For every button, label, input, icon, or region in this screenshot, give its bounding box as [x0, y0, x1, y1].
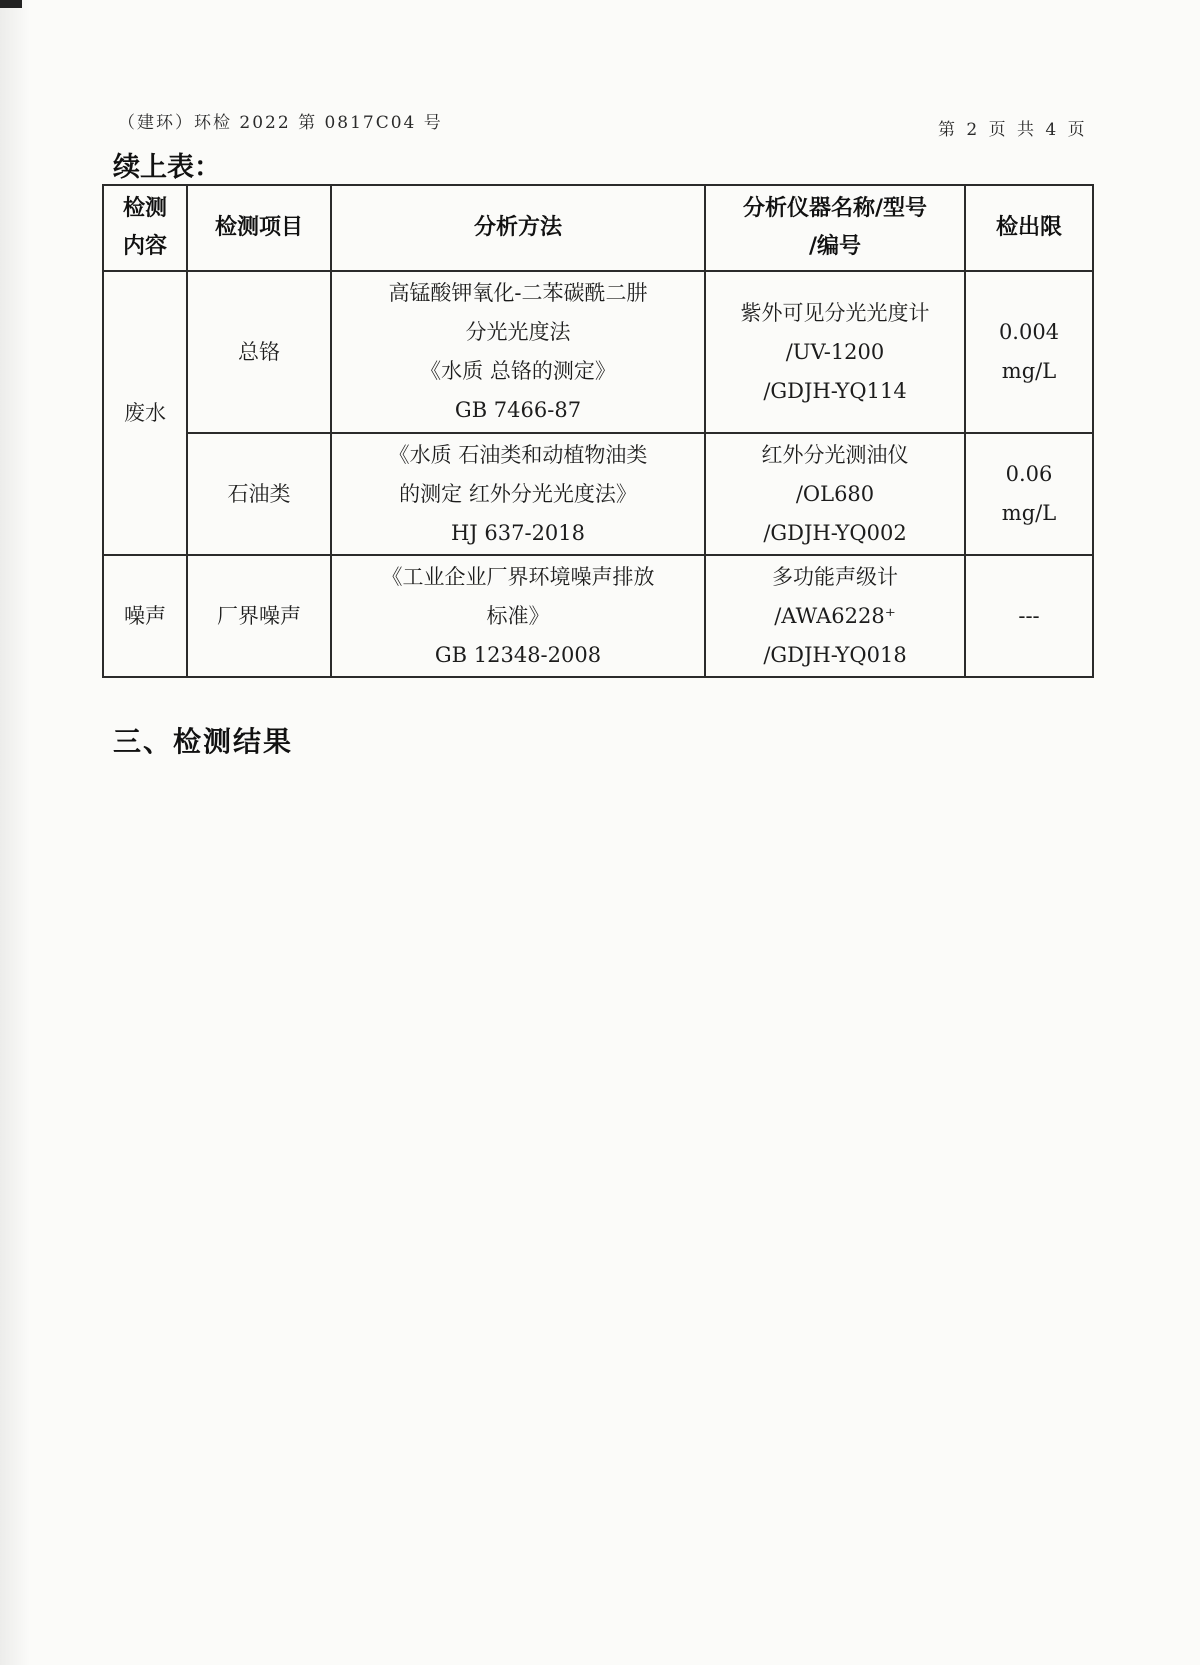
- header-instrument-line2: /编号: [808, 234, 862, 259]
- method-line: 《水质 石油类和动植物油类: [388, 442, 648, 467]
- content-cell: 噪声: [103, 555, 187, 677]
- instrument-cell: [705, 271, 965, 433]
- limit-cell: [965, 271, 1093, 433]
- method-cell: [331, 271, 705, 433]
- continue-label: 续上表：: [113, 152, 221, 183]
- instrument-line: 多功能声级计: [772, 564, 898, 589]
- report-number: （建环）环检 2022 第 0817C04 号: [118, 113, 443, 133]
- scan-corner-mark: [0, 0, 22, 8]
- instrument-cell: [705, 433, 965, 555]
- limit-line: 0.004: [998, 320, 1060, 344]
- limit-line: 0.06: [1005, 462, 1053, 486]
- limit-line: ---: [1018, 603, 1040, 628]
- instrument-line: 紫外可见分光光度计: [740, 300, 930, 325]
- table-row: [103, 433, 1093, 555]
- header-instrument: [705, 185, 965, 271]
- header-content: [103, 185, 187, 271]
- method-line: 《水质 总铬的测定》: [420, 359, 616, 383]
- header-item: 检测项目: [187, 185, 331, 271]
- limit-cell: [965, 433, 1093, 555]
- method-line: 分光光度法: [465, 320, 571, 344]
- instrument-line: /GDJH-YQ018: [763, 642, 907, 667]
- limit-line: mg/L: [1001, 359, 1057, 383]
- analysis-method-table: [102, 184, 1094, 678]
- instrument-line: /AWA6228⁺: [774, 603, 896, 628]
- method-cell: [331, 555, 705, 677]
- limit-line: mg/L: [1001, 501, 1057, 525]
- method-line: 标准》: [486, 603, 550, 628]
- instrument-line: /GDJH-YQ002: [763, 520, 907, 545]
- method-cell: [331, 433, 705, 555]
- content-cell: 废水: [103, 271, 187, 555]
- instrument-line: /UV-1200: [785, 339, 885, 364]
- table-header-row: [103, 185, 1093, 271]
- header-method: 分析方法: [331, 185, 705, 271]
- header-instrument-line1: 分析仪器名称/型号: [742, 196, 928, 221]
- table-row: [103, 555, 1093, 677]
- limit-cell: [965, 555, 1093, 677]
- header-content-line2: 内容: [122, 234, 167, 259]
- method-line: 《工业企业厂界环境噪声排放: [381, 564, 655, 589]
- method-line: 的测定 红外分光光度法》: [399, 481, 637, 506]
- instrument-line: /OL680: [795, 481, 875, 506]
- header-limit: 检出限: [965, 185, 1093, 271]
- method-line: HJ 637-2018: [450, 520, 586, 545]
- item-cell: 石油类: [187, 433, 331, 555]
- method-line: GB 7466-87: [454, 398, 582, 422]
- instrument-line: 红外分光测油仪: [761, 442, 909, 467]
- method-line: GB 12348-2008: [434, 642, 602, 667]
- item-cell: 总铬: [187, 271, 331, 433]
- table-row: [103, 271, 1093, 433]
- page-edge-shadow: [0, 0, 30, 1665]
- method-line: 高锰酸钾氧化-二苯碳酰二肼: [388, 281, 648, 305]
- instrument-cell: [705, 555, 965, 677]
- instrument-line: /GDJH-YQ114: [763, 378, 907, 403]
- header-content-line1: 检测: [122, 196, 167, 221]
- section-title: 三、检测结果: [113, 725, 294, 758]
- item-cell: 厂界噪声: [187, 555, 331, 677]
- page-info: 第 2 页 共 4 页: [938, 120, 1088, 140]
